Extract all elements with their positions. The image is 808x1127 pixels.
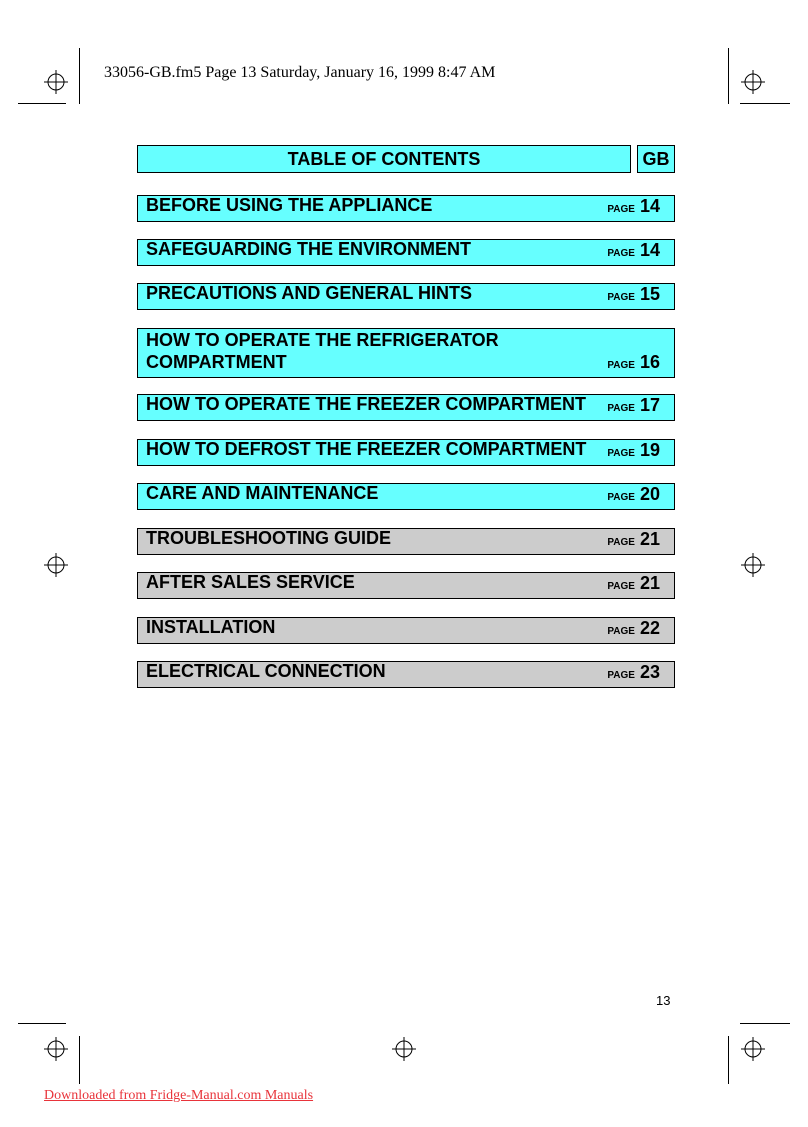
- toc-entry[interactable]: [137, 195, 675, 222]
- toc-entry-page: [607, 573, 660, 594]
- registration-mark-icon: [44, 1037, 68, 1061]
- toc-entry-title: HOW TO OPERATE THE FREEZER COMPARTMENT: [146, 394, 586, 414]
- toc-entry-title: INSTALLATION: [146, 617, 276, 637]
- registration-mark-icon: [741, 1037, 765, 1061]
- page-number-ref: 15: [639, 284, 660, 304]
- toc-entry[interactable]: [137, 617, 675, 644]
- toc-entry-page: [607, 618, 660, 639]
- page-word: PAGE: [607, 626, 635, 637]
- page-number-ref: 23: [639, 662, 660, 682]
- toc-entry-page: [607, 352, 660, 373]
- download-source-link[interactable]: Downloaded from Fridge-Manual.com Manuals: [44, 1088, 314, 1103]
- toc-entry[interactable]: [137, 394, 675, 421]
- page-word: PAGE: [607, 581, 635, 592]
- language-code: GB: [642, 149, 670, 169]
- page-number-ref: 20: [639, 484, 660, 504]
- toc-entry-page: [607, 395, 660, 416]
- toc-entry[interactable]: [137, 528, 675, 555]
- registration-mark-icon: [44, 70, 68, 94]
- toc-entry[interactable]: [137, 661, 675, 688]
- language-code-box: [637, 145, 675, 173]
- toc-entry[interactable]: [137, 439, 675, 466]
- toc-entry-title-line2: COMPARTMENT: [146, 352, 287, 372]
- page-number-ref: 22: [639, 618, 660, 638]
- toc-entry-page: [607, 284, 660, 305]
- toc-entry[interactable]: [137, 239, 675, 266]
- crop-line-bottom-right: [740, 1023, 790, 1024]
- crop-line-bottom-left-v: [79, 1036, 80, 1084]
- page-word: PAGE: [607, 537, 635, 548]
- crop-line-bottom-left: [18, 1023, 66, 1024]
- crop-line-top-left: [18, 103, 66, 104]
- crop-line-top-right: [740, 103, 790, 104]
- toc-entry-page: [607, 196, 660, 217]
- page-word: PAGE: [607, 448, 635, 459]
- toc-title-box: [137, 145, 631, 173]
- page-number-ref: 21: [639, 573, 660, 593]
- page-word: PAGE: [607, 292, 635, 303]
- toc-entry-title: ELECTRICAL CONNECTION: [146, 661, 386, 681]
- page-number-ref: 14: [639, 240, 660, 260]
- toc-entry[interactable]: [137, 483, 675, 510]
- toc-entry-page: [607, 529, 660, 550]
- file-info-header: 33056-GB.fm5 Page 13 Saturday, January 16, 1999 8:47 AM: [104, 64, 496, 81]
- page-number-ref: 17: [639, 395, 660, 415]
- toc-entry-title: TROUBLESHOOTING GUIDE: [146, 528, 392, 548]
- registration-mark-icon: [392, 1037, 416, 1061]
- registration-mark-icon: [44, 553, 68, 577]
- toc-entry-page: [607, 662, 660, 683]
- toc-entry-title: AFTER SALES SERVICE: [146, 572, 355, 592]
- toc-entry-title: CARE AND MAINTENANCE: [146, 483, 379, 503]
- toc-entry-title: HOW TO DEFROST THE FREEZER COMPARTMENT: [146, 439, 587, 459]
- toc-entry-title: [146, 329, 499, 373]
- toc-entry[interactable]: [137, 572, 675, 599]
- toc-entry[interactable]: [137, 328, 675, 378]
- page-word: PAGE: [607, 248, 635, 259]
- page-word: PAGE: [607, 360, 635, 371]
- page-word: PAGE: [607, 403, 635, 414]
- page-word: PAGE: [607, 492, 635, 503]
- toc-entry-page: [607, 440, 660, 461]
- toc-entry-page: [607, 484, 660, 505]
- page-number-ref: 19: [639, 440, 660, 460]
- page-number-ref: 16: [639, 352, 660, 372]
- toc-entry-page: [607, 240, 660, 261]
- toc-entry-title-line1: HOW TO OPERATE THE REFRIGERATOR: [146, 330, 499, 350]
- toc-title: TABLE OF CONTENTS: [287, 149, 481, 169]
- crop-line-bottom-right-v: [728, 1036, 729, 1084]
- page-word: PAGE: [607, 204, 635, 215]
- registration-mark-icon: [741, 553, 765, 577]
- toc-entry-title: BEFORE USING THE APPLIANCE: [146, 195, 433, 215]
- crop-line-top-right-v: [728, 48, 729, 104]
- toc-entry[interactable]: [137, 283, 675, 310]
- toc-entry-title: PRECAUTIONS AND GENERAL HINTS: [146, 283, 473, 303]
- page-word: PAGE: [607, 670, 635, 681]
- page-number: 13: [656, 993, 671, 1008]
- registration-mark-icon: [741, 70, 765, 94]
- toc-entry-title: SAFEGUARDING THE ENVIRONMENT: [146, 239, 472, 259]
- page-number-ref: 14: [639, 196, 660, 216]
- crop-line-top-left-v: [79, 48, 80, 104]
- page-number-ref: 21: [639, 529, 660, 549]
